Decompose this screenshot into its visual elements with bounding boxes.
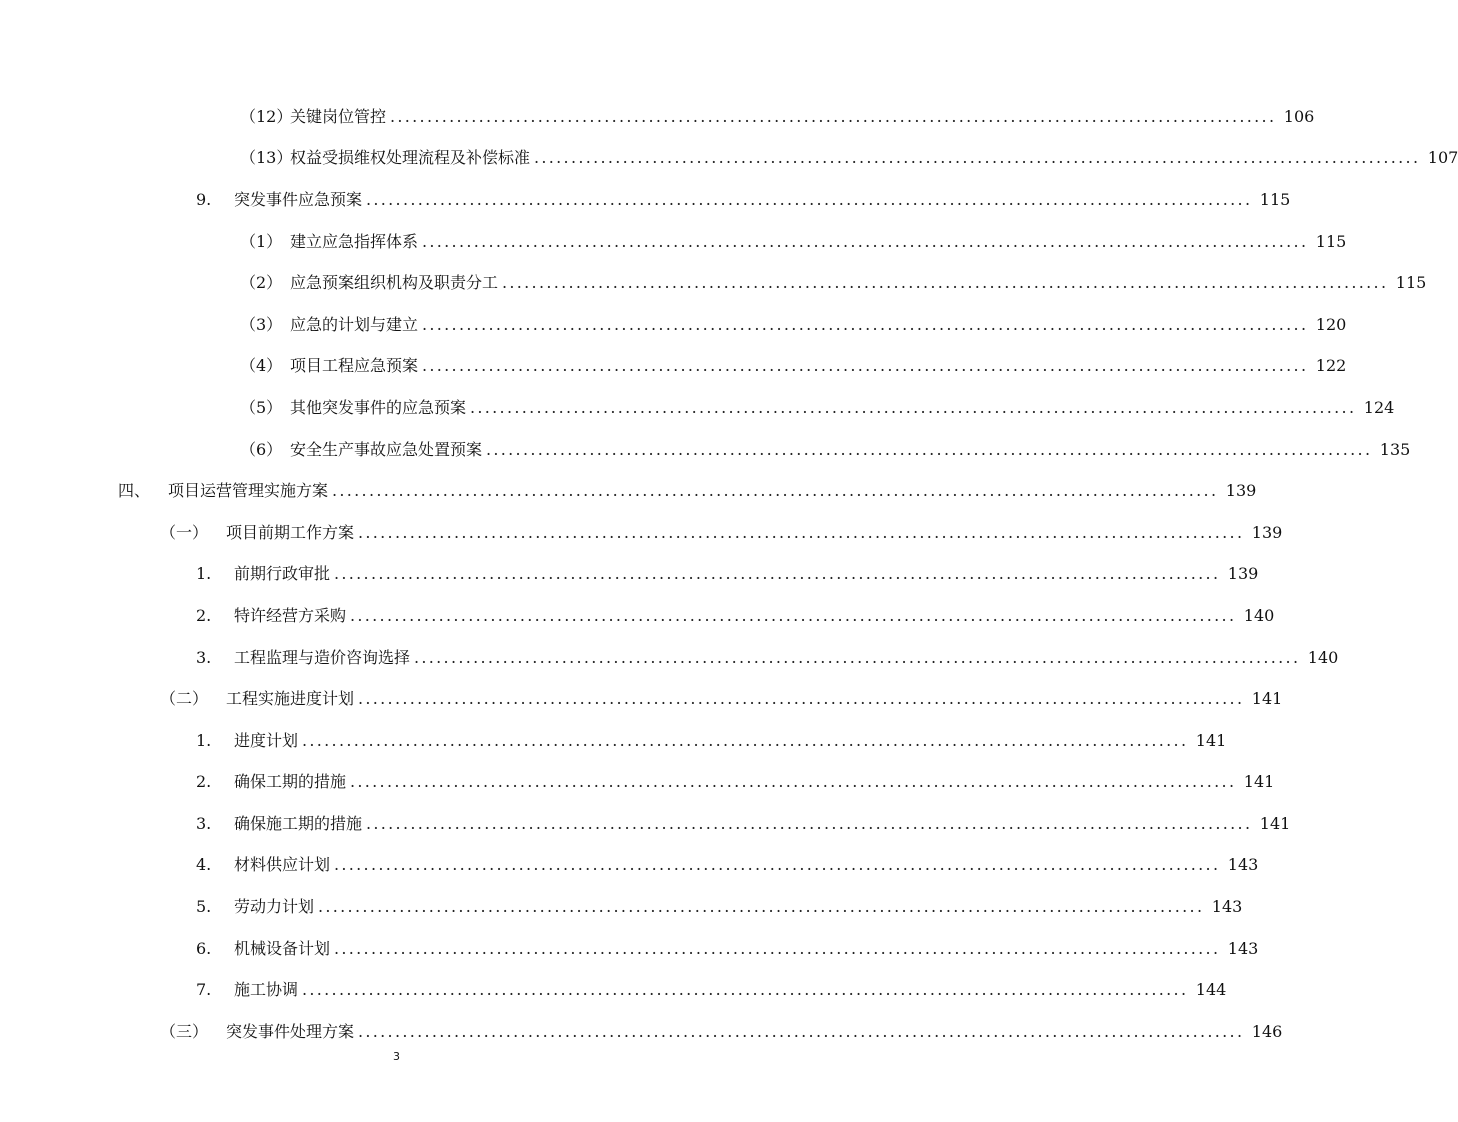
toc-entry-page: 140 <box>1243 605 1275 625</box>
page-number: 3 <box>393 1050 400 1063</box>
toc-entry-title: 项目工程应急预案 <box>290 356 419 376</box>
toc-entry-number: 9. <box>196 189 212 209</box>
toc-dot-leader: ........................................................................................................................ <box>422 231 1309 251</box>
toc-entry-number: 6. <box>196 938 212 958</box>
toc-dot-leader: ........................................................................................................................ <box>334 855 1221 875</box>
toc-dot-leader: ........................................................................................................................ <box>358 689 1245 709</box>
toc-entry-page: 120 <box>1315 314 1347 334</box>
toc-entry-page: 143 <box>1211 897 1243 917</box>
toc-entry-title: 确保工期的措施 <box>234 772 347 792</box>
toc-entry[interactable] <box>160 1011 1283 1053</box>
toc-entry-page: 141 <box>1195 730 1227 750</box>
toc-entry-title: 工程实施进度计划 <box>226 689 355 709</box>
toc-dot-leader: ........................................................................................................................ <box>390 106 1277 126</box>
toc-entry-page: 141 <box>1243 772 1275 792</box>
toc-entry-number: 2. <box>196 605 212 625</box>
toc-entry-page: 141 <box>1251 689 1283 709</box>
toc-entry-title: 安全生产事故应急处置预案 <box>290 439 483 459</box>
toc-entry-title: 突发事件应急预案 <box>234 189 363 209</box>
toc-entry[interactable] <box>196 886 1243 928</box>
toc-entry-page: 139 <box>1225 481 1257 501</box>
toc-entry-title: 权益受损维权处理流程及补偿标准 <box>290 148 531 168</box>
toc-entry-page: 115 <box>1395 273 1427 293</box>
toc-entry[interactable] <box>196 762 1275 804</box>
toc-dot-leader: ........................................................................................................................ <box>366 813 1253 833</box>
toc-dot-leader: ........................................................................................................................ <box>422 314 1309 334</box>
toc-entry-page: 124 <box>1363 397 1395 417</box>
toc-dot-leader: ........................................................................................................................ <box>302 730 1189 750</box>
toc-dot-leader: ........................................................................................................................ <box>302 980 1189 1000</box>
toc-entry[interactable] <box>196 720 1227 762</box>
toc-entry[interactable] <box>240 387 1395 429</box>
toc-dot-leader: ........................................................................................................................ <box>358 522 1245 542</box>
toc-entry[interactable] <box>240 304 1347 346</box>
toc-entry[interactable] <box>196 637 1339 679</box>
toc-entry-number: 5. <box>196 897 212 917</box>
toc-dot-leader: ........................................................................................................................ <box>358 1021 1245 1041</box>
toc-entry-number: 3. <box>196 813 212 833</box>
toc-entry-number: （1） <box>240 231 283 251</box>
toc-entry[interactable] <box>118 470 1257 512</box>
toc-entry-page: 135 <box>1379 439 1411 459</box>
toc-entry-number: （6） <box>240 439 283 459</box>
toc-entry-number: 四、 <box>118 481 151 501</box>
toc-entry[interactable] <box>196 803 1291 845</box>
toc-entry-page: 143 <box>1227 855 1259 875</box>
toc-dot-leader: ........................................................................................................................ <box>502 273 1389 293</box>
toc-entry[interactable] <box>196 179 1291 221</box>
toc-entry-page: 143 <box>1227 938 1259 958</box>
toc-dot-leader: ........................................................................................................................ <box>470 397 1357 417</box>
toc-entry-page: 115 <box>1259 189 1291 209</box>
toc-dot-leader: ........................................................................................................................ <box>350 605 1237 625</box>
toc-entry-title: 施工协调 <box>234 980 299 1000</box>
toc-entry[interactable] <box>196 595 1275 637</box>
toc-entry-title: 工程监理与造价咨询选择 <box>234 647 411 667</box>
toc-entry-number: （4） <box>240 356 283 376</box>
toc-entry-number: （二） <box>160 689 209 709</box>
toc-dot-leader: ........................................................................................................................ <box>534 148 1421 168</box>
toc-entry-number: （2） <box>240 273 283 293</box>
toc-entry-number: （一） <box>160 522 209 542</box>
toc-entry-number: （5） <box>240 397 283 417</box>
toc-entry-title: 关键岗位管控 <box>290 106 387 126</box>
toc-entry-title: 特许经营方采购 <box>234 605 347 625</box>
toc-entry-title: 前期行政审批 <box>234 564 331 584</box>
toc-entry-title: 进度计划 <box>234 730 299 750</box>
toc-entry-number: （三） <box>160 1021 209 1041</box>
toc-dot-leader: ........................................................................................................................ <box>334 564 1221 584</box>
toc-entry-title: 项目前期工作方案 <box>226 522 355 542</box>
toc-entry[interactable] <box>196 969 1227 1011</box>
toc-entry-page: 140 <box>1307 647 1339 667</box>
toc-entry[interactable] <box>196 845 1259 887</box>
toc-dot-leader: ........................................................................................................................ <box>332 481 1219 501</box>
toc-entry[interactable] <box>240 221 1347 263</box>
toc-entry-page: 139 <box>1227 564 1259 584</box>
toc-entry-number: 4. <box>196 855 212 875</box>
toc-entry-title: 应急的计划与建立 <box>290 314 419 334</box>
toc-entry-page: 144 <box>1195 980 1227 1000</box>
toc-entry-page: 107 <box>1427 148 1458 168</box>
toc-entry[interactable] <box>160 678 1283 720</box>
toc-entry[interactable] <box>240 346 1347 388</box>
toc-entry-page: 146 <box>1251 1021 1283 1041</box>
toc-entry-title: 其他突发事件的应急预案 <box>290 397 467 417</box>
toc-entry-title: 机械设备计划 <box>234 938 331 958</box>
toc-entry-title: 确保施工期的措施 <box>234 813 363 833</box>
toc-entry-page: 141 <box>1259 813 1291 833</box>
toc-entry-title: 突发事件处理方案 <box>226 1021 355 1041</box>
toc-dot-leader: ........................................................................................................................ <box>414 647 1301 667</box>
toc-entry[interactable] <box>240 138 1458 180</box>
toc-entry[interactable] <box>160 512 1283 554</box>
toc-dot-leader: ........................................................................................................................ <box>422 356 1309 376</box>
toc-entry-number: 7. <box>196 980 212 1000</box>
toc-entry-title: 材料供应计划 <box>234 855 331 875</box>
toc-dot-leader: ........................................................................................................................ <box>334 938 1221 958</box>
toc-entry-number: （12） <box>240 106 293 126</box>
toc-dot-leader: ........................................................................................................................ <box>318 897 1205 917</box>
toc-entry-number: 2. <box>196 772 212 792</box>
toc-entry-title: 项目运营管理实施方案 <box>168 481 329 501</box>
toc-dot-leader: ........................................................................................................................ <box>366 189 1253 209</box>
toc-dot-leader: ........................................................................................................................ <box>486 439 1373 459</box>
toc-entry-title: 建立应急指挥体系 <box>290 231 419 251</box>
toc-entry[interactable] <box>196 554 1259 596</box>
toc-entry[interactable] <box>240 96 1315 138</box>
toc-entry-page: 139 <box>1251 522 1283 542</box>
table-of-contents <box>0 96 1458 1053</box>
toc-entry[interactable] <box>240 262 1427 304</box>
toc-entry-number: （3） <box>240 314 283 334</box>
toc-entry[interactable] <box>240 429 1411 471</box>
toc-entry-page: 115 <box>1315 231 1347 251</box>
toc-entry-title: 应急预案组织机构及职责分工 <box>290 273 499 293</box>
toc-entry-page: 122 <box>1315 356 1347 376</box>
toc-entry-number: 3. <box>196 647 212 667</box>
toc-dot-leader: ........................................................................................................................ <box>350 772 1237 792</box>
toc-entry-number: （13） <box>240 148 293 168</box>
toc-entry-number: 1. <box>196 564 212 584</box>
toc-entry-number: 1. <box>196 730 212 750</box>
toc-entry[interactable] <box>196 928 1259 970</box>
toc-entry-title: 劳动力计划 <box>234 897 315 917</box>
toc-entry-page: 106 <box>1283 106 1315 126</box>
